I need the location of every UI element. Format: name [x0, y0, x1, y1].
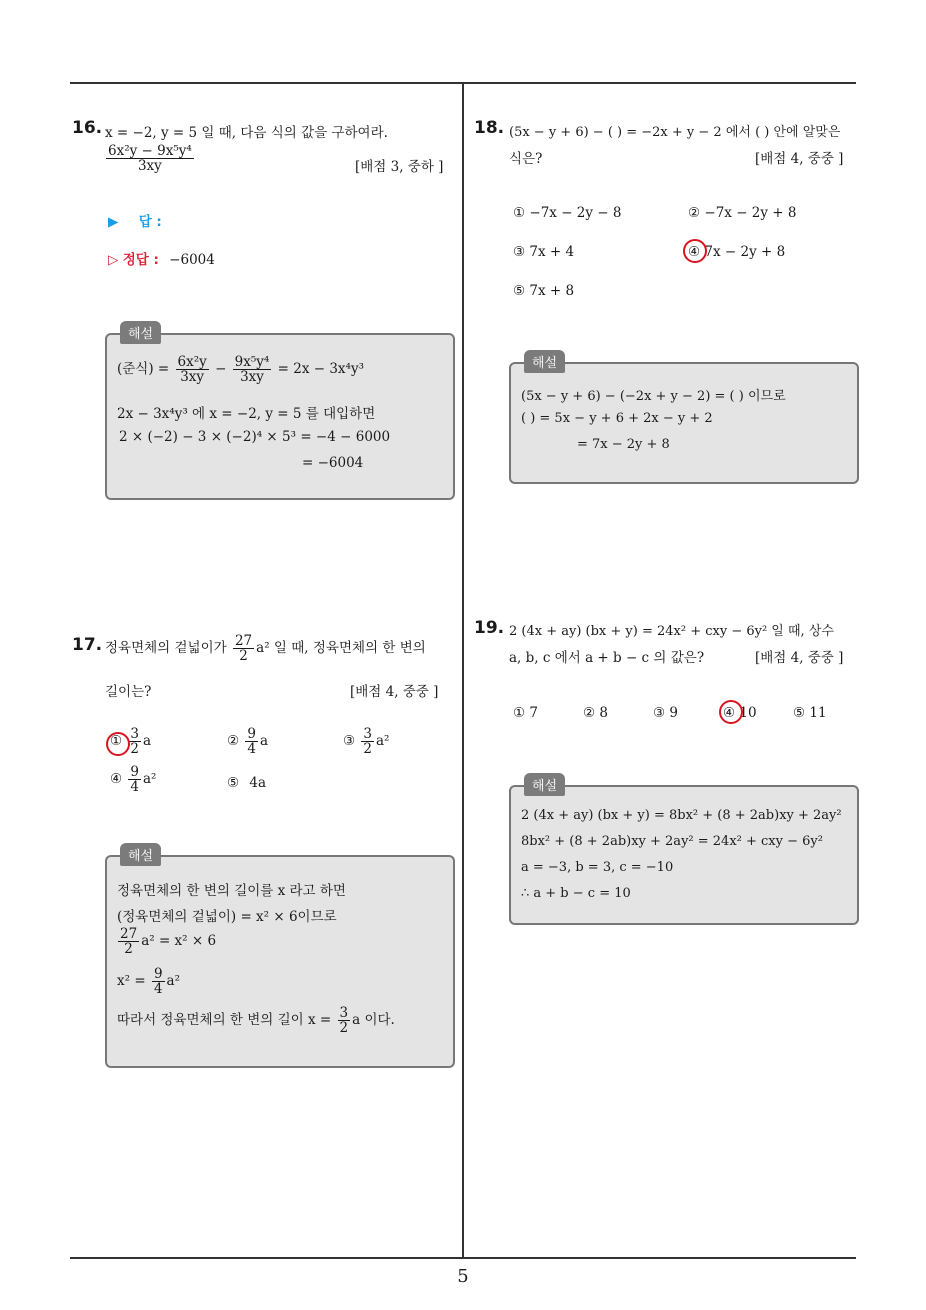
- question-text-pre: 정육면체의 겉넓이가: [105, 640, 227, 657]
- question-text-post: a² 일 때, 정육면체의 한 변의: [256, 640, 426, 657]
- sol-frac-num: 3: [339, 1005, 349, 1021]
- option-tail: a²: [143, 771, 157, 788]
- column-divider: [462, 83, 464, 1259]
- option-3[interactable]: [343, 727, 389, 756]
- option-2[interactable]: ② −7x − 2y + 8: [688, 205, 797, 221]
- option-mark: ①: [110, 733, 123, 750]
- sol-frac-den: 4: [153, 981, 163, 998]
- option-num: 3: [363, 726, 372, 742]
- option-2[interactable]: [227, 727, 268, 756]
- answer-label: 답 :: [138, 214, 162, 230]
- option-tail: a²: [376, 733, 390, 750]
- sol-prefix: (준식) =: [117, 361, 170, 378]
- correct-value: −6004: [169, 252, 215, 268]
- sol-result: = 2x − 3x⁴y³: [277, 361, 364, 378]
- correct-label: 정답 :: [122, 252, 159, 268]
- question-meta: [배점 4, 중중 ]: [755, 650, 844, 666]
- sol-pre: x² =: [117, 973, 146, 990]
- sol-frac-num: 27: [120, 926, 138, 942]
- option-1[interactable]: ① −7x − 2y − 8: [513, 205, 622, 221]
- question-meta: [배점 4, 중중 ]: [755, 151, 844, 167]
- sol-frac1-den: 3xy: [180, 369, 205, 386]
- option-3[interactable]: ③ 7x + 4: [513, 244, 575, 260]
- solution-line-1: 2 (4x + ay) (bx + y) = 8bx² + (8 + 2ab)xy + 2ay²: [521, 808, 842, 823]
- option-5[interactable]: ⑤ 7x + 8: [513, 283, 575, 299]
- expr-numerator: 6x²y − 9x⁵y⁴: [108, 143, 192, 159]
- option-num: 9: [130, 764, 139, 780]
- solution-tag: 해설: [524, 350, 565, 373]
- question-text-line-2: 길이는?: [105, 684, 152, 700]
- sol-frac2-den: 3xy: [240, 369, 264, 386]
- solution-line-1: 정육면체의 한 변의 길이를 x 라고 하면: [117, 883, 346, 899]
- option-3[interactable]: ③ 9: [653, 705, 678, 721]
- sol-frac-den: 2: [339, 1020, 349, 1037]
- question-meta: [배점 4, 중중 ]: [350, 684, 439, 700]
- solution-line-3: [116, 927, 216, 956]
- option-text: 4a: [249, 775, 267, 791]
- sol-minus: −: [215, 361, 227, 378]
- option-4[interactable]: ④ 7x − 2y + 8: [688, 244, 786, 260]
- option-den: 4: [130, 779, 139, 796]
- solution-tag: 해설: [524, 773, 565, 796]
- option-num: 3: [130, 726, 139, 742]
- sol-frac-den: 2: [124, 941, 133, 958]
- solution-tag: 해설: [120, 843, 161, 866]
- option-5[interactable]: ⑤ 11: [793, 705, 827, 721]
- question-meta: [배점 3, 중하 ]: [355, 159, 444, 175]
- question-text-line-2: 식은?: [509, 151, 543, 167]
- question-text: 2 (4x + ay) (bx + y) = 24x² + cxy − 6y² 일 때, 상수: [509, 624, 834, 639]
- sol-frac1-num: 6x²y: [177, 354, 207, 370]
- option-den: 2: [130, 741, 139, 758]
- question-expression: [104, 144, 196, 173]
- sol-pre: 따라서 정육면체의 한 변의 길이 x =: [117, 1012, 332, 1029]
- solution-line-1: [117, 355, 364, 384]
- expr-denominator: 3xy: [137, 158, 162, 175]
- option-1[interactable]: ① 7: [513, 705, 538, 721]
- selected-circle-mark: [106, 732, 130, 756]
- option-mark: ⑤: [227, 775, 240, 791]
- hollow-arrow-icon: ▷: [108, 252, 119, 268]
- option-mark: ②: [227, 733, 240, 750]
- solution-line-4: = −6004: [302, 455, 364, 471]
- option-5[interactable]: [227, 775, 266, 791]
- option-den: 2: [363, 741, 372, 758]
- option-mark: ③: [343, 733, 356, 750]
- solution-line-1: (5x − y + 6) − (−2x + y − 2) = ( ) 이므로: [521, 389, 786, 404]
- sol-frac2-num: 9x⁵y⁴: [234, 354, 270, 370]
- solution-line-3: 2 × (−2) − 3 × (−2)⁴ × 5³ = −4 − 6000: [119, 429, 391, 445]
- option-4[interactable]: [110, 765, 156, 794]
- solution-line-4: ∴ a + b − c = 10: [521, 886, 631, 901]
- solution-line-2: 2x − 3x⁴y³ 에 x = −2, y = 5 를 대입하면: [117, 406, 376, 422]
- solution-line-2: ( ) = 5x − y + 6 + 2x − y + 2: [521, 411, 713, 426]
- play-arrow-icon: ▶: [108, 214, 119, 230]
- solution-box: [509, 785, 859, 925]
- question-text: x = −2, y = 5 일 때, 다음 식의 값을 구하여라.: [105, 125, 388, 141]
- solution-line-3: a = −3, b = 3, c = −10: [521, 860, 674, 875]
- question-number: 16.: [72, 118, 103, 138]
- solution-line-5: [117, 1006, 395, 1035]
- question-number: 18.: [474, 118, 505, 138]
- sol-frac-num: 9: [153, 966, 163, 982]
- option-4[interactable]: ④ 10: [723, 705, 757, 721]
- solution-line-3: = 7x − 2y + 8: [577, 437, 670, 452]
- selected-circle-mark: [719, 700, 743, 724]
- option-tail: a: [260, 733, 269, 750]
- question-text-line-2: a, b, c 에서 a + b − c 의 값은?: [509, 650, 705, 666]
- option-tail: a: [143, 733, 152, 750]
- option-2[interactable]: ② 8: [583, 705, 608, 721]
- answer-row: [108, 210, 162, 230]
- question-number: 19.: [474, 618, 505, 638]
- question-number: 17.: [72, 635, 103, 655]
- solution-line-2: (정육면체의 겉넓이) = x² × 6이므로: [117, 909, 337, 925]
- option-mark: ④: [110, 771, 123, 788]
- correct-answer-row: [108, 248, 215, 268]
- question-frac-num: 27: [234, 633, 253, 649]
- solution-tag: 해설: [120, 321, 161, 344]
- selected-circle-mark: [683, 239, 707, 263]
- question-text: [105, 634, 426, 663]
- page-number: 5: [457, 1266, 469, 1287]
- option-den: 4: [247, 741, 256, 758]
- sol-tail: a²: [166, 973, 180, 990]
- question-frac-den: 2: [239, 648, 248, 665]
- sol-tail: a² = x² × 6: [141, 933, 217, 950]
- solution-line-4: [117, 967, 180, 996]
- question-text: (5x − y + 6) − ( ) = −2x + y − 2 에서 ( ) 안에 알맞은: [509, 125, 841, 140]
- option-num: 9: [247, 726, 256, 742]
- sol-tail: a 이다.: [352, 1012, 395, 1029]
- solution-line-2: 8bx² + (8 + 2ab)xy + 2ay² = 24x² + cxy − 6y²: [521, 834, 823, 849]
